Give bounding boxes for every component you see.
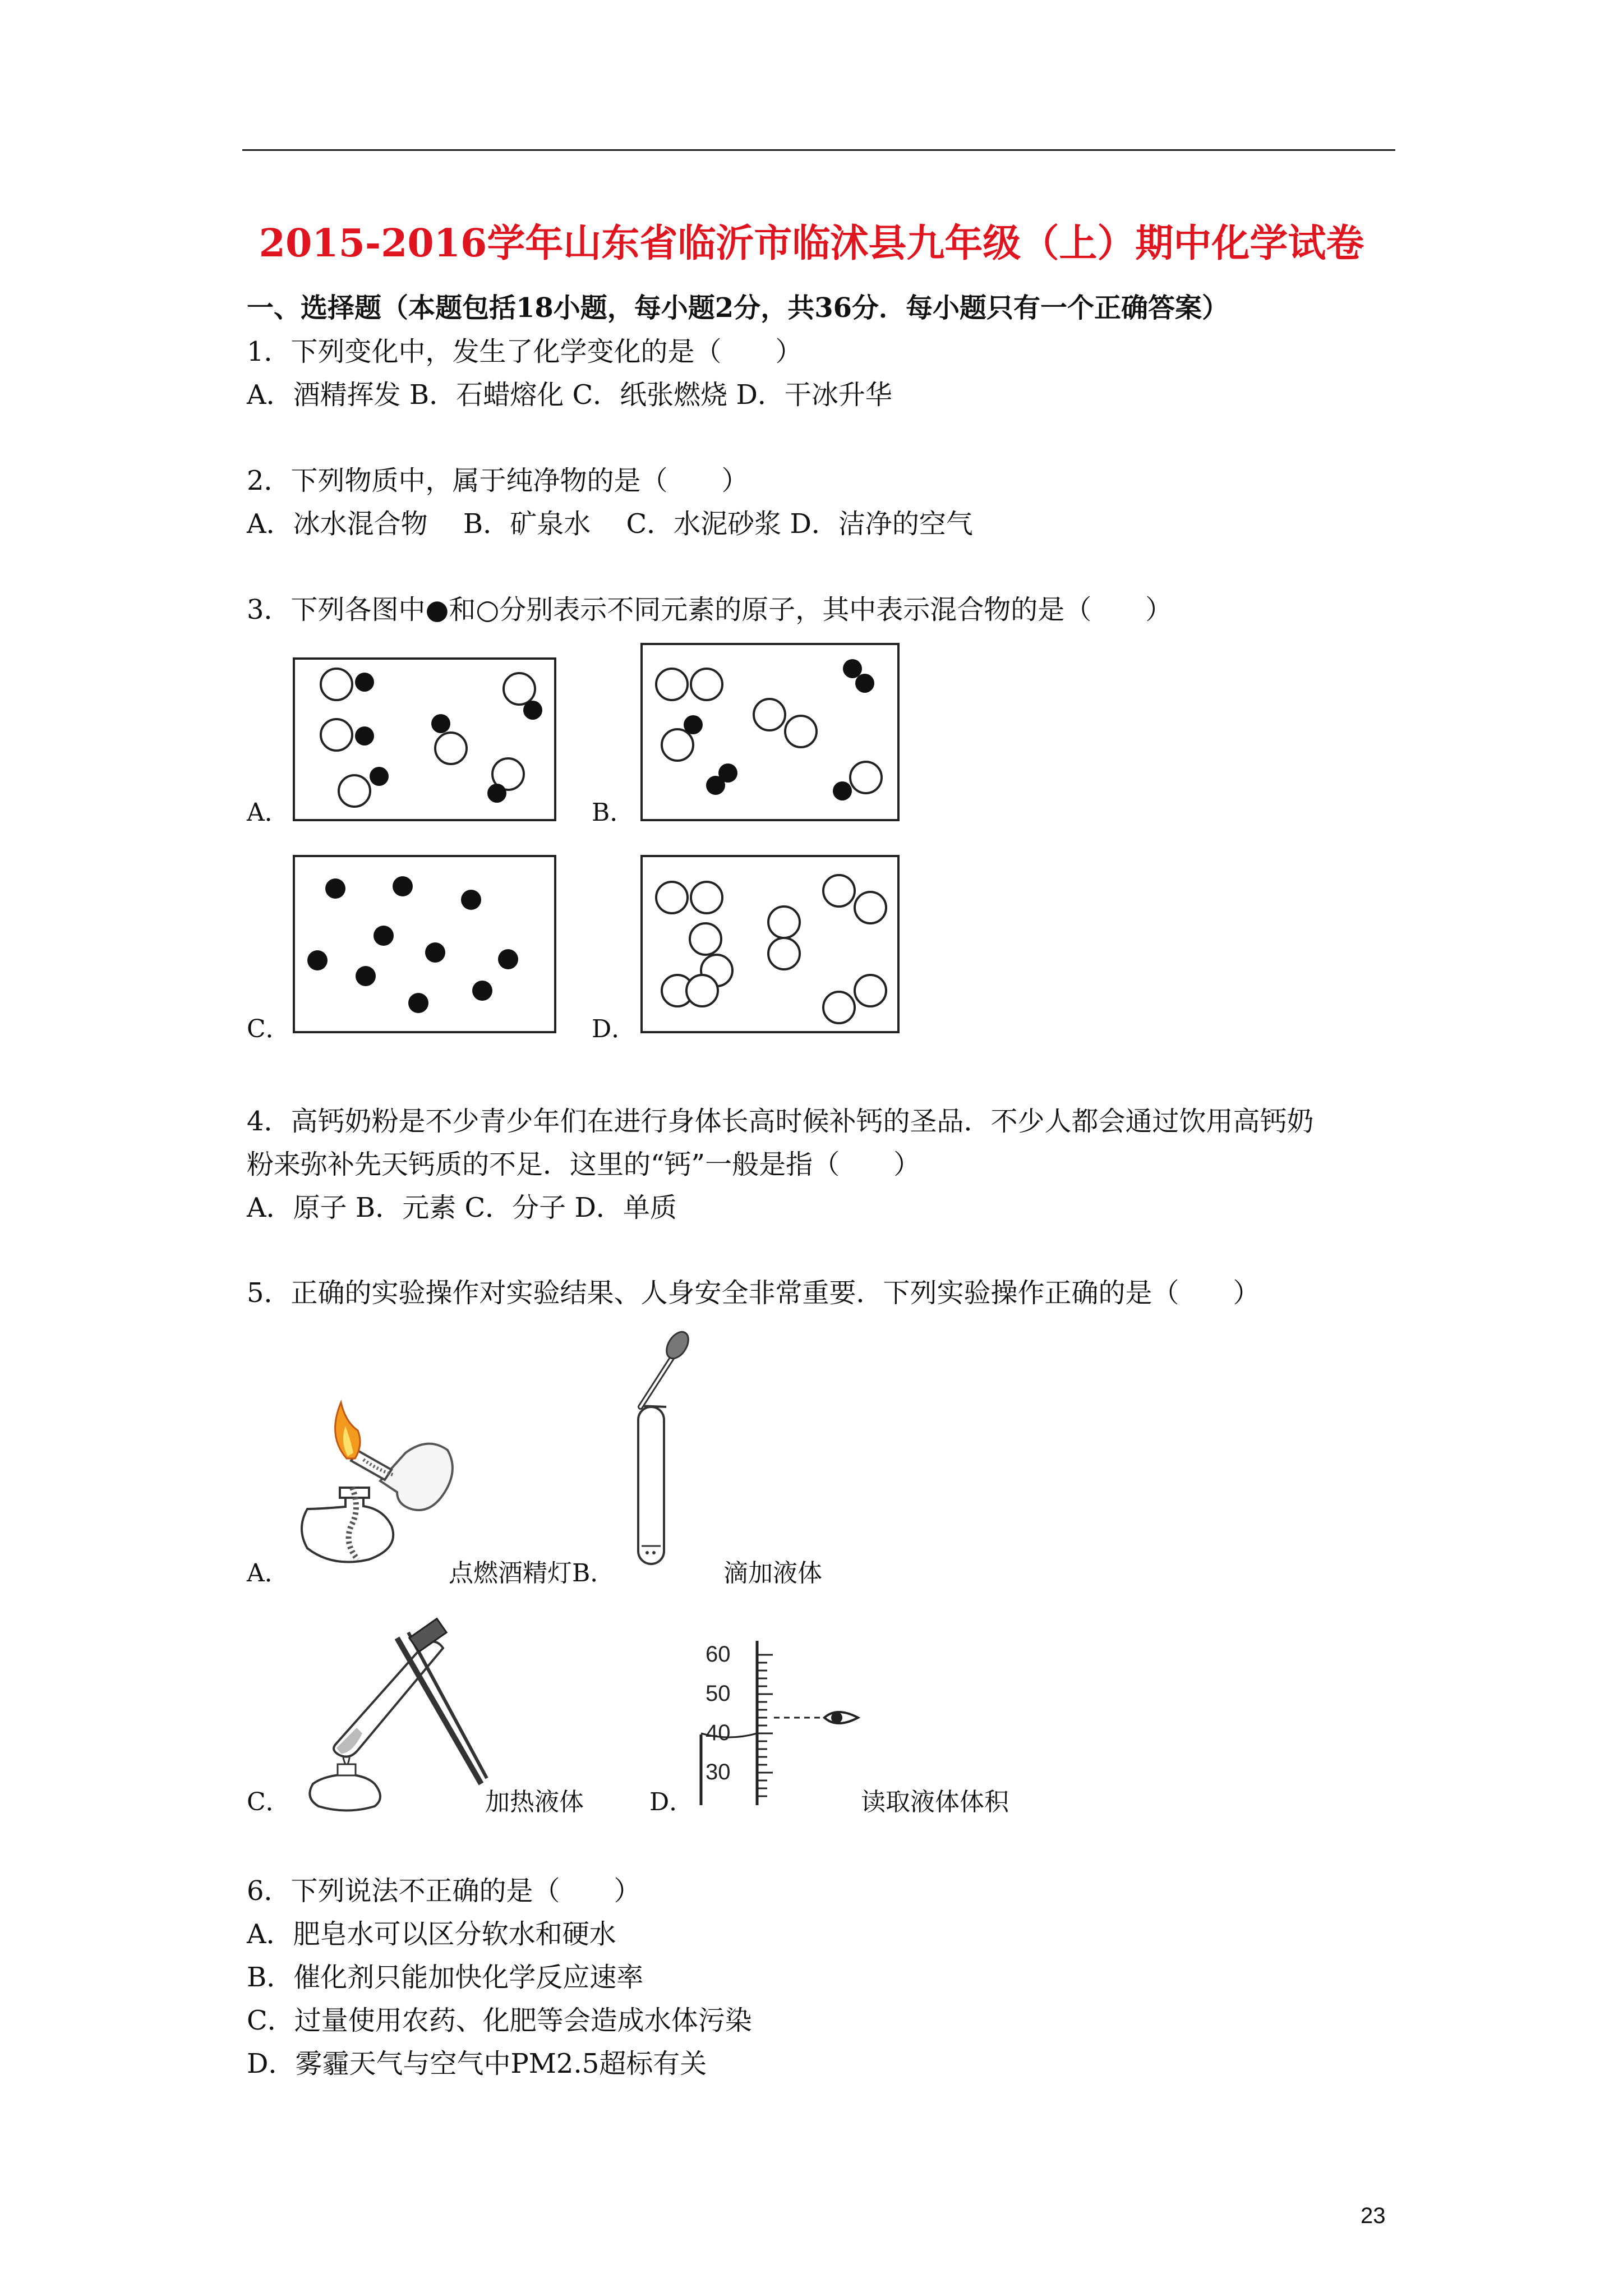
q2-options: A．冰水混合物 B．矿泉水 C．水泥砂浆 D．洁净的空气 bbox=[247, 508, 973, 540]
q3-label-d: D． bbox=[592, 1015, 637, 1043]
q6-option-c: C．过量使用农药、化肥等会造成水体污染 bbox=[247, 2005, 752, 2036]
page-number: 23 bbox=[1361, 2203, 1386, 2228]
q4-stem-line2: 粉来弥补先天钙质的不足．这里的“钙”一般是指（ ） bbox=[247, 1149, 921, 1180]
q3-label-a: A． bbox=[247, 798, 289, 827]
q3-stem: 3．下列各图中●和○分别表示不同元素的原子，其中表示混合物的是（ ） bbox=[247, 594, 1173, 625]
q6-option-a: A．肥皂水可以区分软水和硬水 bbox=[247, 1918, 616, 1950]
q6-stem: 6．下列说法不正确的是（ ） bbox=[247, 1875, 641, 1907]
header-rule bbox=[242, 149, 1395, 151]
q3-label-b: B． bbox=[592, 798, 635, 827]
q5-caption-c: 加热液体 bbox=[485, 1788, 584, 1816]
q5-image-cylinder bbox=[690, 1638, 869, 1809]
q3-diagram-d bbox=[640, 855, 900, 1033]
q3-diagram-c bbox=[293, 855, 556, 1033]
q6-option-b: B．催化剂只能加快化学反应速率 bbox=[247, 1962, 644, 1993]
cylinder-mark-40: 40 bbox=[706, 1720, 731, 1745]
q3-diagram-a bbox=[293, 657, 556, 821]
q6-option-d: D．雾霾天气与空气中PM2.5超标有关 bbox=[247, 2048, 707, 2079]
q3-diagram-b bbox=[640, 643, 900, 821]
q1-stem: 1．下列变化中，发生了化学变化的是（ ） bbox=[247, 336, 803, 367]
q5-label-d: D． bbox=[649, 1788, 694, 1816]
cylinder-mark-30: 30 bbox=[706, 1760, 731, 1784]
q4-options: A．原子 B．元素 C．分子 D．单质 bbox=[247, 1192, 677, 1223]
q3-label-c: C． bbox=[247, 1015, 291, 1043]
q5-label-c: C． bbox=[247, 1788, 291, 1816]
q4-stem-line1: 4．高钙奶粉是不少青少年们在进行身体长高时候补钙的圣品．不少人都会通过饮用高钙奶 bbox=[247, 1106, 1314, 1137]
q5-stem: 5．正确的实验操作对实验结果、人身安全非常重要．下列实验操作正确的是（ ） bbox=[247, 1277, 1260, 1309]
q5-image-heating bbox=[296, 1616, 487, 1812]
cylinder-mark-50: 50 bbox=[706, 1681, 731, 1706]
q5-image-dropper bbox=[628, 1323, 701, 1570]
exam-title: 2015-2016学年山东省临沂市临沭县九年级（上）期中化学试卷 bbox=[259, 221, 1364, 266]
cylinder-mark-60: 60 bbox=[706, 1642, 731, 1667]
q2-stem: 2．下列物质中，属于纯净物的是（ ） bbox=[247, 465, 749, 496]
q5-label-a: A． bbox=[247, 1559, 289, 1588]
q5-caption-a: 点燃酒精灯B． bbox=[449, 1559, 615, 1588]
q1-options: A．酒精挥发 B．石蜡熔化 C．纸张燃烧 D．干冰升华 bbox=[247, 379, 892, 411]
section-heading: 一、选择题（本题包括18小题，每小题2分，共36分．每小题只有一个正确答案） bbox=[247, 292, 1229, 324]
q5-caption-d: 读取液体体积 bbox=[861, 1788, 1009, 1816]
q5-image-lamp-lighting bbox=[279, 1397, 464, 1588]
q5-caption-b: 滴加液体 bbox=[723, 1559, 822, 1588]
